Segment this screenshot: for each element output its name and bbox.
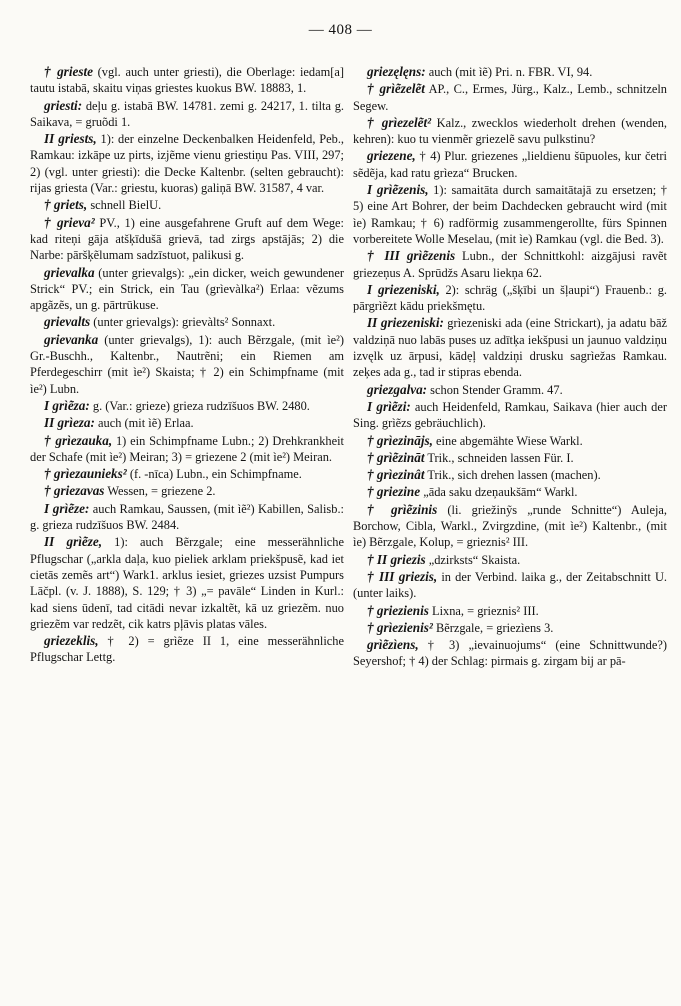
entry-definition: Wessen, = griezene 2. xyxy=(104,484,216,499)
dictionary-entry xyxy=(353,148,667,181)
entry-headword: griezgalva: xyxy=(367,381,428,397)
entry-definition: † 4) Plur. griezenes „lieldienu šūpuoles, kur četri sẽdẽja, kad ratu grìeza“ Brucken. xyxy=(353,149,667,180)
dictionary-entry xyxy=(353,382,667,398)
dictionary-entry xyxy=(353,248,667,281)
dictionary-entry xyxy=(353,620,667,636)
entry-headword: † griets, xyxy=(44,197,88,213)
entry-headword: † grìẽzinis xyxy=(367,501,438,517)
entry-definition: 1): der einzelne Deckenbalken Heidenfeld, Peb., Ramkau: izkāpe uz pirts, izjẽme vienu griestiņu Pas. VIII, 297; 2) (vgl. unter griesti): die Decke Kaltenbr. (selten gebraucht): rijas griesta (Var.: griestu, kuoras) galiņā BW. 31587, 4 var. xyxy=(30,132,345,196)
entry-headword: † III griezis, xyxy=(367,568,438,584)
dictionary-entry xyxy=(30,332,344,397)
entry-definition: „dzirksts“ Skaista. xyxy=(425,552,521,567)
dictionary-entry xyxy=(30,314,344,330)
entry-headword: † grìezinât xyxy=(367,467,425,483)
entry-headword: † III grìẽzenis xyxy=(367,248,456,264)
dictionary-entry xyxy=(30,415,344,431)
entry-definition: schnell BielU. xyxy=(87,198,162,213)
dictionary-entry xyxy=(30,466,344,482)
entry-headword: I grìẽzi: xyxy=(367,398,411,414)
entry-definition: 1) ein Schimpfname Lubn.; 2) Drehkrankheit der Schafe (mit ìe²) Meiran; 3) = griezene 2 (mit ìe²) Meiran. xyxy=(30,433,344,464)
entry-headword: griezęlęns: xyxy=(367,64,426,79)
entry-definition: Trik., sich drehen lassen (machen). xyxy=(424,468,601,483)
entry-definition: auch Ramkau, Saussen, (mit ìẽ²) Kabillen, Salisb.: g. grieza rudzīšuos BW. 2484. xyxy=(30,501,344,533)
entry-definition: (unter grievalgs): grievàlts² Sonnaxt. xyxy=(90,315,276,330)
entry-headword: griezene, xyxy=(367,148,416,164)
dictionary-entry xyxy=(353,81,667,114)
entry-definition: 1): samaitāta durch samaitātajā zu ersetzen; † 5) eine Art Bohrer, der beim Dachdecken gebraucht wird (mit ìe) Ramkau; † 6) radförmig zusammengerollte, fürs Spinnen vorbereitete Wolle Meselau, (mit ìe) Ramkau (vgl. die Bed. 3). xyxy=(353,183,667,246)
entry-headword: † griezavas xyxy=(44,483,105,499)
entry-definition: Bẽrzgale, = griezìens 3. xyxy=(432,620,554,635)
entry-definition: (unter grievalgs), 1): auch Bẽrzgale, (mit ìe²) Gr.-Buschh., Kaltenbr., Nautrẽni; ein Riemen am Pferdegeschirr (mit ìe²) Skaista; † 2) ein Schimpfname (mit ìe²) Lubn. xyxy=(30,332,344,396)
dictionary-entry xyxy=(30,633,344,666)
entry-headword: † II griezis xyxy=(367,551,426,567)
entry-definition: (f. -nīca) Lubn., ein Schimpfname. xyxy=(126,467,302,482)
entry-headword: † grìezelẽt² xyxy=(367,114,432,130)
entry-definition: (vgl. auch unter griesti), die Oberlage: iedam[a] tautu istabā, skaitu viņas griestes kuokus BW. 18883, 1. xyxy=(30,65,344,96)
dictionary-entry xyxy=(353,603,667,619)
entry-headword: I grìẽze: xyxy=(44,500,90,516)
entry-definition: AP., C., Ermes, Jürg., Kalz., Lemb., schnitzeln Segew. xyxy=(353,82,667,113)
dictionary-entry xyxy=(353,315,667,380)
entry-headword: † grieste xyxy=(44,64,93,79)
entry-headword: grievanka xyxy=(44,331,99,347)
entry-definition: „āda saku dzeņaukšām“ Warkl. xyxy=(420,485,578,500)
entry-headword: grievalts xyxy=(44,314,91,330)
entry-headword: II griests, xyxy=(44,131,97,147)
dictionary-entry xyxy=(30,534,344,632)
left-column xyxy=(30,64,344,667)
entry-headword: II grìeza: xyxy=(44,415,95,431)
dictionary-entry xyxy=(353,450,667,466)
entry-definition: eine abgemähte Wiese Warkl. xyxy=(432,433,583,448)
dictionary-entry xyxy=(30,64,344,97)
dictionary-entry xyxy=(353,64,667,80)
dictionary-entry xyxy=(353,552,667,568)
entry-definition: schon Stender Gramm. 47. xyxy=(427,382,563,397)
dictionary-entry xyxy=(30,433,344,466)
entry-definition: in der Verbind. laika g., der Zeitabschnitt U. (unter laiks). xyxy=(353,569,667,601)
dictionary-entry xyxy=(353,433,667,449)
entry-headword: I griezeniski, xyxy=(367,281,440,297)
entry-definition: g. (Var.: grieze) grieza rudzīšuos BW. 2480. xyxy=(89,398,310,413)
dictionary-entry xyxy=(30,501,344,534)
dictionary-entry xyxy=(353,569,667,602)
dictionary-entry xyxy=(353,502,667,551)
entry-headword: † griezienis xyxy=(367,602,429,618)
dictionary-entry xyxy=(30,131,344,196)
entry-definition: 1): auch Bẽrzgale; eine messerähnliche Pflugschar („arkla daļa, kuo pieliek arklam priekšpusẽ, kad iet cietās zemẽs art“) Wark1. arklus iesiet, griezes uzsist Pumpurs Lāčpl. (v. J. 1888), S. 129; † 3) „= pavāle“ Linden in Kurl.: kad siens ūdenī, tad citādi nevar izkaltẽt, kā uz griezẽm. nuo griezẽm var redzẽt, cik katrs pļāvis platas vāles. xyxy=(30,535,345,631)
dictionary-entry xyxy=(30,398,344,414)
entry-headword: † grieva² xyxy=(44,214,95,230)
entry-definition: auch (mit ìẽ) Erlaa. xyxy=(94,416,194,431)
dictionary-entry xyxy=(353,282,667,315)
entry-headword: I grìẽzenis, xyxy=(367,182,429,198)
entry-headword: I grìẽza: xyxy=(44,397,90,413)
dictionary-entry xyxy=(353,637,667,670)
dictionary-entry xyxy=(30,197,344,213)
entry-definition: 2): schräg („šķībi un šļaupi“) Frauenb.: g. pārgrìẽzt kādu priekšmętu. xyxy=(353,282,667,314)
entry-definition: deļu g. istabā BW. 14781. zemi g. 24217, 1. tilta g. Saikava, = gruõdi 1. xyxy=(30,98,344,129)
dictionary-entry xyxy=(353,115,667,148)
entry-definition: auch (mit ìẽ) Pri. n. FBR. VI, 94. xyxy=(425,65,593,79)
dictionary-entry xyxy=(30,483,344,499)
dictionary-entry xyxy=(353,399,667,432)
entry-headword: † grìẽzināt xyxy=(367,449,425,465)
entry-headword: griezeklis, xyxy=(44,633,99,649)
entry-definition: Lubn., der Schnittkohl: aizgājusi ravẽt griezeņus A. Sprūdžs Asaru liekņa 62. xyxy=(353,249,667,280)
entry-definition: (unter grievalgs): „ein dicker, weich gewundener Strick“ PV.; ein Strick, ein Tau (grìevàlka²) Erlaa: vẽzums apgãzẽs, un g. pārtrūkuse. xyxy=(30,265,344,313)
entry-headword: † griezine xyxy=(367,484,421,500)
entry-definition: PV., 1) eine ausgefahrene Gruft auf dem Wege: kad riteņi gāja atšķīdušā grievā, tad zirgs apstājās; 2) die Narbe: pāršķẽlumam sadzīstuot, palikusi g. xyxy=(30,215,344,263)
dictionary-entry xyxy=(30,215,344,264)
right-column xyxy=(353,64,667,671)
entry-headword: II griezeniski: xyxy=(367,315,444,331)
entry-definition: grìezeniski ada (eine Strickart), ja adatu bāž valdziņā nuo labās puses uz adītķa iekšpusi un jaunuo valdziņu izvęlk uz ārpusi, kādẹļ valdziņi drusku sagrìežas Ramkau. zeķes ada g., tad ir stipras ebenda. xyxy=(353,316,667,380)
entry-headword: † grìezinājs, xyxy=(367,432,433,448)
entry-headword: II grìẽze, xyxy=(44,534,103,550)
dictionary-entry xyxy=(30,98,344,131)
entry-headword: griesti: xyxy=(44,97,83,113)
entry-headword: grievalka xyxy=(44,264,95,280)
dictionary-entry xyxy=(353,467,667,483)
entry-definition: auch Heidenfeld, Ramkau, Saikava (hier auch der Sing. grìẽzs gebräuchlich). xyxy=(353,399,667,431)
entry-headword: grìẽzìens, xyxy=(367,637,419,653)
entry-headword: † grìezienis² xyxy=(367,619,433,635)
entry-definition: (li. griežinỹs „runde Schnitte“) Auleja, Borchow, Cibla, Warkl., Zvirgzdine, (mit ìe²) Kaltenbr., (mit ìe) Bẽrzgale, Kolup, = grieznis² III. xyxy=(353,502,668,550)
entry-definition: Lixna, = grieznis² III. xyxy=(428,603,539,618)
entry-headword: † grìezauka, xyxy=(44,432,113,448)
entry-definition: Trik., schneiden lassen Für. I. xyxy=(424,450,574,465)
page-number: — 408 — xyxy=(308,22,373,38)
entry-definition: † 2) = grìẽze II 1, eine messerähnliche Pflugschar Lettg. xyxy=(30,634,344,665)
dictionary-entry xyxy=(353,182,667,247)
dictionary-entry xyxy=(353,484,667,500)
dictionary-entry xyxy=(30,265,344,314)
entry-headword: † grìẽzelẽt xyxy=(367,81,425,97)
entry-definition: Kalz., zwecklos wiederholt drehen (wenden, kehren): kuo tu vienmẽr griezelẽ savu pulkstinu? xyxy=(353,115,667,147)
entry-definition: † 3) „ievainuojums“ (eine Schnittwunde?) Seyershof; † 4) der Schlag: pirmais g. zirgam bij ar pā- xyxy=(353,638,667,669)
entry-headword: † grìezaunieks² xyxy=(44,466,127,482)
